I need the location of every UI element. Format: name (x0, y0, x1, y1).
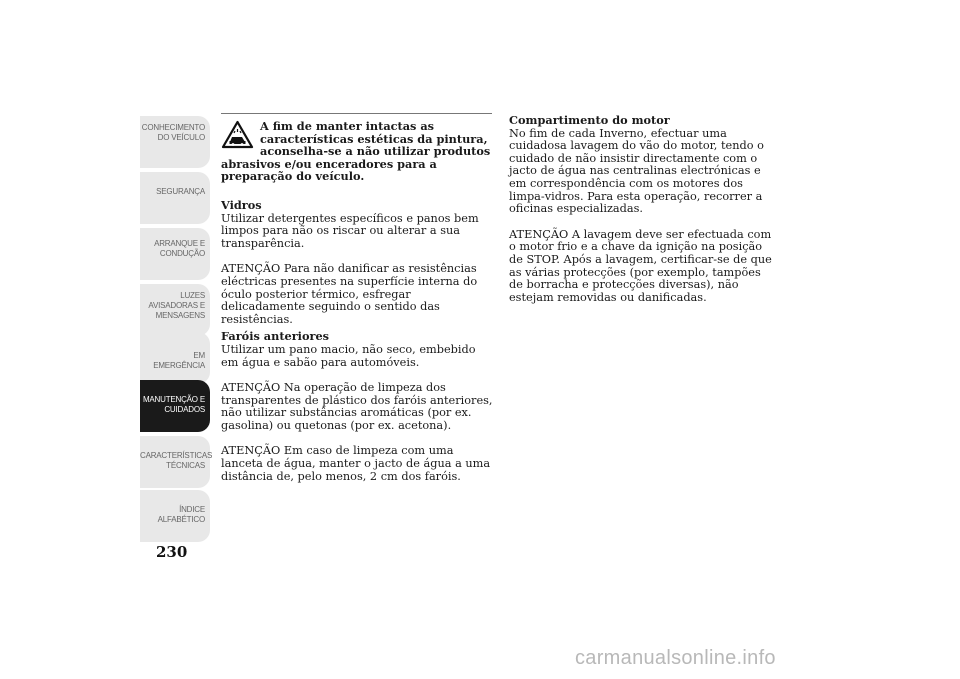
sidebar-tab-label: MANUTENÇÃO E CUIDADOS (142, 395, 205, 414)
warning-triangle-car-icon (221, 120, 254, 150)
vidros-warning-paragraph: ATENÇÃO Para não danificar as resistências eléctricas presentes na superfície interna do óculo posterior térmico, esfregar delicadamente seguindo o sentido das resistências. (221, 262, 478, 326)
motor-warning-paragraph: ATENÇÃO A lavagem deve ser efectuada com o motor frio e a chave da ignição na posição de STOP. Após a lavagem, certificar-se de que as várias protecções (por exemplo, tampões de borracha e protecções diversas), não estejam removidas ou danificadas. (509, 227, 772, 304)
sidebar-tab-label: ÍNDICE ALFABÉTICO (157, 505, 205, 524)
sidebar-tab-manutencao[interactable] (140, 380, 210, 432)
farois-paragraph: Utilizar um pano macio, não seco, embebido em água e sabão para automóveis. (221, 342, 476, 369)
sidebar-tab-luzes[interactable] (140, 284, 210, 336)
left-column (221, 112, 493, 483)
farois-heading: Faróis anteriores (221, 329, 330, 344)
sidebar-tab-seguranca[interactable] (140, 172, 210, 224)
sidebar-tab-label: CONHECIMENTO DO VEÍCULO (141, 123, 205, 142)
right-column (509, 114, 774, 304)
warning-box (221, 112, 493, 183)
sidebar-tab-caracteristicas[interactable] (140, 436, 213, 488)
farois-warning-paragraph-2: ATENÇÃO Em caso de limpeza com uma lanceta de água, manter o jacto de água a uma distância de, pelo menos, 2 cm dos faróis. (221, 444, 491, 483)
motor-heading: Compartimento do motor (509, 113, 670, 127)
watermark: carmanualsonline.info (575, 647, 776, 669)
sidebar-tab-emergencia[interactable] (140, 332, 210, 384)
farois-warning-paragraph-1: ATENÇÃO Na operação de limpeza dos transparentes de plástico dos faróis anteriores, não utilizar substâncias aromáticas (por ex. gasolina) ou quetonas (por ex. acetona). (221, 381, 493, 432)
sidebar-tab-arranque[interactable] (140, 228, 210, 280)
sidebar-tab-label: ARRANQUE E CONDUÇÃO (154, 239, 205, 258)
sidebar-tab-indice[interactable] (140, 490, 210, 542)
warning-text: A fim de manter intactas as características estéticas da pintura, aconselha-se a não utilizar produtos abrasivos e/ou enceradores para a preparação do veículo. (221, 119, 491, 184)
sidebar-tab-conhecimento[interactable] (140, 116, 210, 168)
sidebar-tab-label: EM EMERGÊNCIA (153, 351, 205, 370)
motor-paragraph: No fim de cada Inverno, efectuar uma cuidadosa lavagem do vão do motor, tendo o cuidado de não insistir directamente com o jacto de água nas centralinas electrónicas e em correspondência com os motores dos limpa-vidros. Para esta operação, recorrer a oficinas especializadas. (509, 126, 764, 216)
vidros-paragraph: Utilizar detergentes específicos e panos bem limpos para não os riscar ou alterar a sua transparência. (221, 211, 479, 250)
sidebar-tab-label: LUZES AVISADORAS E MENSAGENS (148, 291, 205, 320)
sidebar-tab-label: SEGURANÇA (156, 187, 205, 196)
vidros-heading: Vidros (221, 197, 262, 212)
sidebar-tab-label: CARACTERÍSTICAS TÉCNICAS (140, 451, 213, 470)
page-number: 230 (156, 543, 188, 561)
